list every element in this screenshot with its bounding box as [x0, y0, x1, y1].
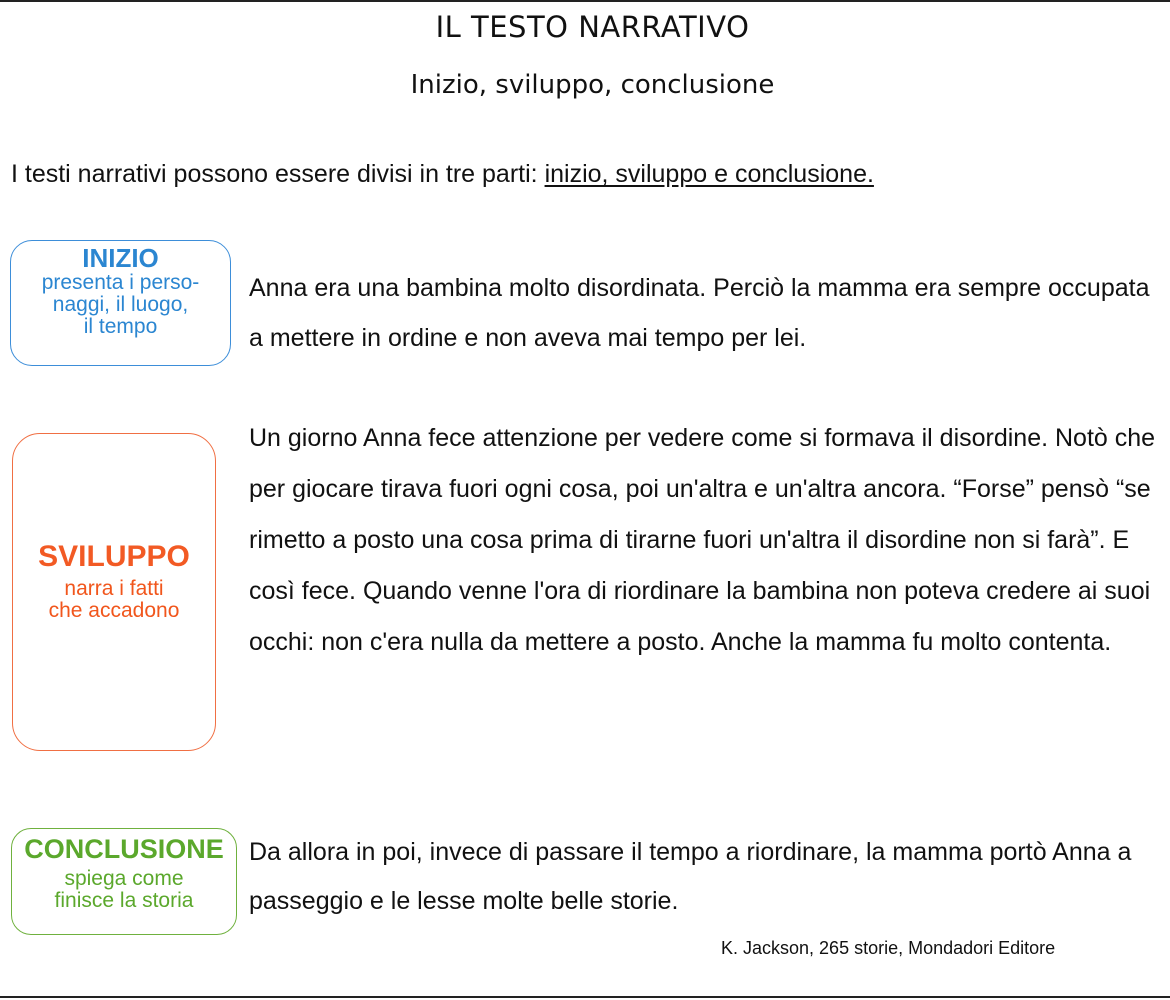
top-border — [0, 0, 1170, 2]
intro-text: I testi narrativi possono essere divisi in tre parti: — [11, 160, 545, 188]
sviluppo-label-box — [12, 433, 216, 751]
source-credit: K. Jackson, 265 storie, Mondadori Editore — [721, 938, 1056, 958]
intro-underlined-parts: inizio, sviluppo e conclusione. — [544, 160, 874, 188]
sviluppo-desc-line: che accadono — [48, 599, 180, 623]
page-title: IL TESTO NARRATIVO — [435, 10, 750, 44]
inizio-description — [11, 272, 230, 338]
conclusione-paragraph: Da allora in poi, invece di passare il tempo a riordinare, la mamma portò Anna a passeggio e le lesse molte belle storie. — [249, 838, 1132, 915]
inizio-desc-line: presenta i perso- — [41, 271, 200, 294]
conclusione-description — [12, 868, 236, 912]
intro-sentence — [11, 160, 874, 189]
sviluppo-label: SVILUPPO — [38, 540, 190, 573]
sviluppo-description — [13, 578, 215, 622]
conclusione-desc-line: spiega come — [64, 867, 184, 890]
inizio-label: INIZIO — [82, 243, 159, 273]
inizio-desc-line: naggi, il luogo, — [52, 293, 189, 317]
inizio-desc-line: il tempo — [83, 315, 158, 339]
inizio-paragraph: Anna era una bambina molto disordinata. Perciò la mamma era sempre occupata a mettere in ordine e non aveva mai tempo per lei. — [249, 274, 1150, 352]
inizio-label-box — [10, 240, 231, 366]
conclusione-label: CONCLUSIONE — [24, 834, 224, 864]
sviluppo-desc-line: narra i fatti — [64, 577, 164, 600]
sviluppo-paragraph: Un giorno Anna fece attenzione per vedere come si formava il disordine. Notò che per giocare tirava fuori ogni cosa, poi un'altra e un'altra ancora. “Forse” pensò “se rimetto a posto una cosa prima di tirarne fuori un'altra il disordine non si farà”. E così fece. Quando venne l'ora di riordinare la bambina non poteva credere ai suoi occhi: non c'era nulla da mettere a posto. Anche la mamma fu molto contenta. — [249, 424, 1156, 656]
page-subtitle: Inizio, sviluppo, conclusione — [410, 70, 775, 100]
conclusione-desc-line: finisce la storia — [54, 889, 194, 913]
bottom-border — [0, 996, 1170, 998]
conclusione-label-box — [11, 828, 237, 935]
